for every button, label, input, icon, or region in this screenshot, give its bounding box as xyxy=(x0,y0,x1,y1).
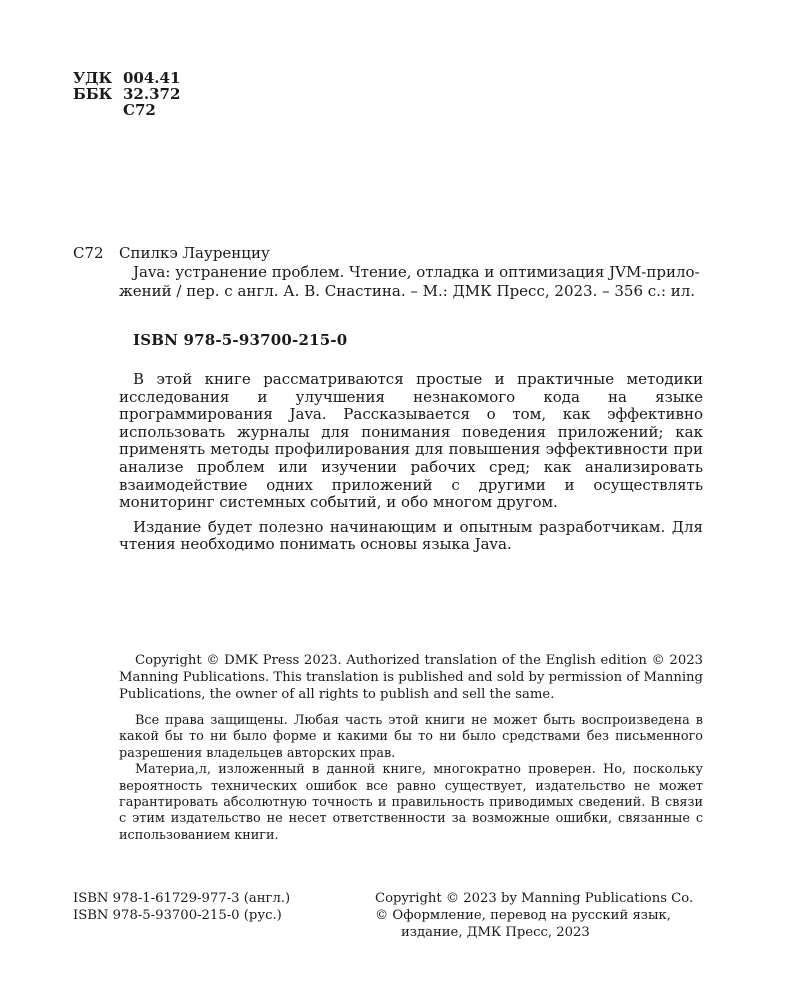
isbn-english: ISBN 978-1-61729-977-3 (англ.) xyxy=(73,891,291,906)
classification-block xyxy=(73,70,180,118)
annotation-paragraph-1: В этой книге рассматриваются простые и практичные методики исследования и улучшения незнакомого кода на языке программирования Java. Рассказывается о том, как эффективно использовать журналы для понимания поведения приложений; как применять методы профилирования для повышения эффективности при анализе проблем или изучении рабочих сред; как анализировать взаимодействие одних приложений с другими и осуществлять мониторинг системных событий, и обо многом другом. xyxy=(119,370,703,512)
annotation xyxy=(119,371,703,561)
bbk-label: ББК xyxy=(73,85,113,103)
copyright-dmk-line-1: © Оформление, перевод на русский язык, xyxy=(375,908,671,923)
footer-isbn-list xyxy=(73,890,290,924)
udk-label: УДК xyxy=(73,69,113,87)
copyright-manning: Copyright © 2023 by Manning Publications Co. xyxy=(375,891,694,906)
annotation-paragraph-2: Издание будет полезно начинающим и опытным разработчикам. Для чтения необходимо понимать основы языка Java. xyxy=(119,517,703,554)
bib-entry-author: Спилкэ Лауренциу xyxy=(119,244,270,262)
udk-row xyxy=(73,70,180,86)
footer-copyrights xyxy=(375,890,693,941)
copyright-dmk-line-2: издание, ДМК Пресс, 2023 xyxy=(401,925,590,940)
bib-entry-line-2: жений / пер. с англ. А. В. Снастина. – М.: ДМК Пресс, 2023. – 356 с.: ил. xyxy=(119,282,696,300)
bib-entry-code: С72 xyxy=(73,244,104,262)
bib-entry-line-1: Java: устранение проблем. Чтение, отладка и оптимизация JVM-прило- xyxy=(133,263,700,281)
isbn-russian: ISBN 978-5-93700-215-0 (рус.) xyxy=(73,908,282,923)
udk-value: 004.41 xyxy=(123,69,181,87)
rights-notice xyxy=(119,713,703,844)
bbk-row xyxy=(73,86,180,102)
rights-paragraph-1: Все права защищены. Любая часть этой книги не может быть воспроизведена в какой бы то ни было форме и какими бы то ни было средствами без письменного разрешения владельцев авторских прав. xyxy=(119,713,703,761)
rights-paragraph-2: Материа,л, изложенный в данной книге, многократно проверен. Но, поскольку вероятность технических ошибок все равно существует, издательство не может гарантировать абсолютную точность и правильность приводимых сведений. В связи с этим издательство не несет ответственности за возможные ошибки, связанные с использованием книги. xyxy=(119,762,703,843)
copyright-english-text: Copyright © DMK Press 2023. Authorized translation of the English edition © 2023 Manning Publications. This translation is published and sold by permission of Manning Publications, the owner of all rights to publish and sell the same. xyxy=(119,653,703,702)
copyright-english xyxy=(119,652,703,703)
author-mark: С72 xyxy=(123,101,156,119)
isbn-main: ISBN 978-5-93700-215-0 xyxy=(133,331,348,349)
author-mark-row xyxy=(73,102,180,118)
bbk-value: 32.372 xyxy=(123,85,181,103)
bib-entry-description xyxy=(119,263,703,301)
